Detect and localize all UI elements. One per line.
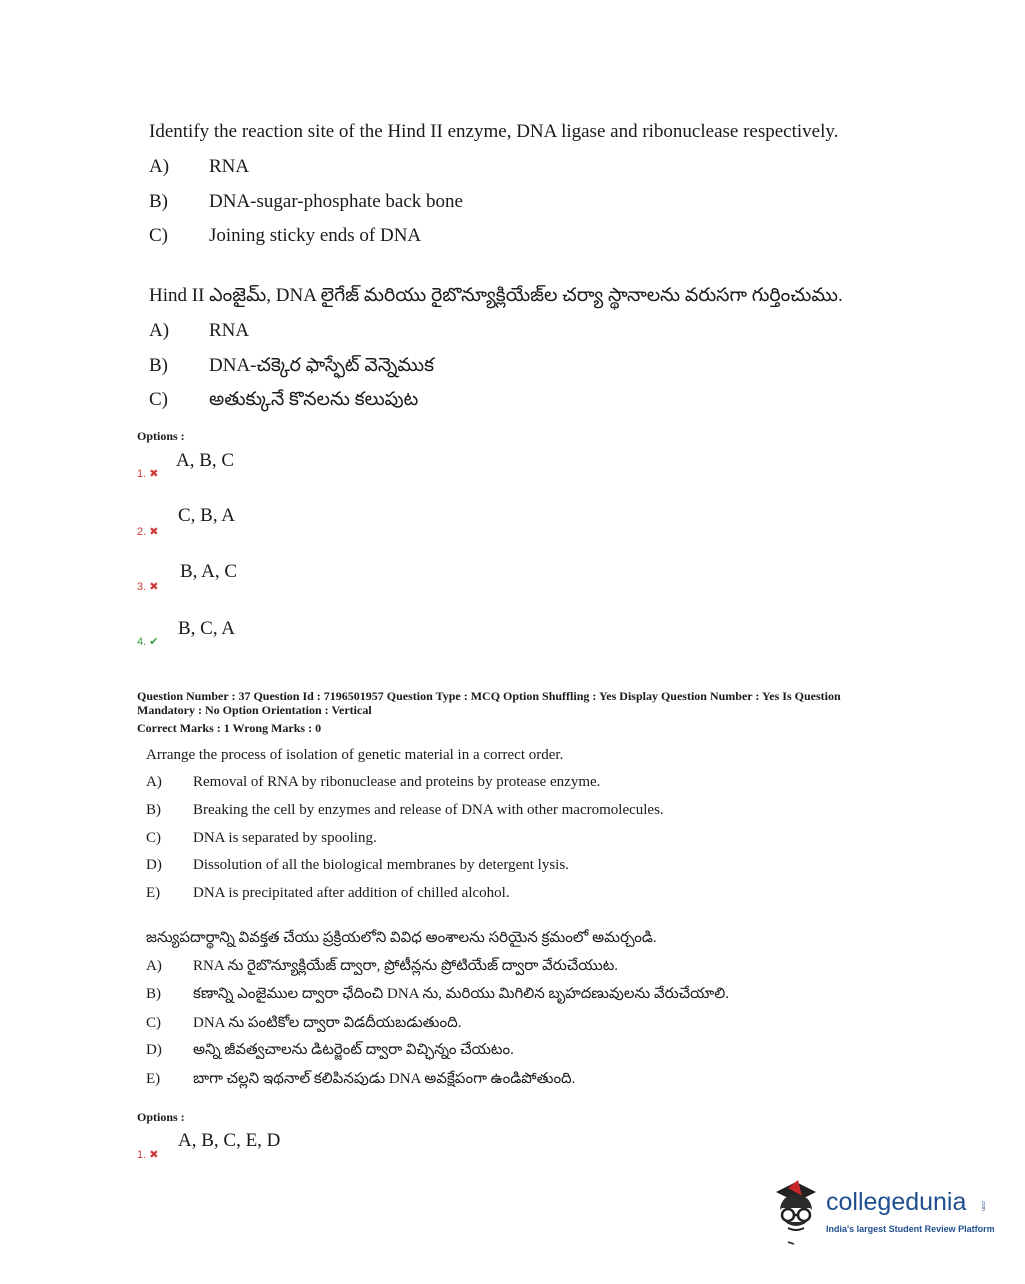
q36-item-text: DNA-చక్కెర ఫాస్ఫేట్ వెన్నెముక	[209, 355, 435, 376]
q37-answer-text: A, B, C, E, D	[178, 1130, 281, 1151]
q36-options-label: Options :	[137, 429, 185, 443]
q37-stem-te: జన్యుపదార్థాన్ని వివక్తత చేయు ప్రక్రియలోని వివిధ అంశాలను సరియైన క్రమంలో అమర్చండి.	[146, 930, 657, 946]
q36-item-text: RNA	[209, 156, 250, 177]
q36-item-letter: B)	[149, 355, 168, 376]
q37-item-letter: E)	[146, 885, 161, 901]
wrong-mark-icon: ✖	[149, 1149, 159, 1161]
q36-answer-number: 1. ✖	[137, 468, 159, 480]
q36-answer-text: C, B, A	[178, 505, 236, 526]
q37-item-text: DNA ను పంటికోల ద్వారా విడదీయబడుతుంది.	[193, 1015, 462, 1031]
q37-item-letter: C)	[146, 1015, 161, 1031]
q36-answer-text: B, A, C	[180, 561, 238, 582]
q36-answer-number: 4. ✔	[137, 636, 159, 648]
q37-item-letter: A)	[146, 958, 162, 974]
q37-item-text: Breaking the cell by enzymes and release of DNA with other macromolecules.	[193, 802, 664, 818]
q37-stem-en: Arrange the process of isolation of genetic material in a correct order.	[146, 747, 564, 763]
q36-item-letter: C)	[149, 225, 168, 246]
student-mascot-icon	[768, 1178, 824, 1248]
q37-item-letter: C)	[146, 830, 161, 846]
q36-answer-number: 2. ✖	[137, 526, 159, 538]
q37-item-text: బాగా చల్లని ఇథనాల్ కలిపినపుడు DNA అవక్షేపంగా ఉండిపోతుంది.	[193, 1071, 576, 1087]
wrong-mark-icon: ✖	[149, 581, 159, 593]
q37-item-text: కణాన్ని ఎంజైముల ద్వారా ఛేదించి DNA ను, మరియు మిగిలిన బృహదణువులను వేరుచేయాలి.	[193, 986, 729, 1002]
check-mark-icon: ✔	[149, 636, 159, 648]
q37-item-letter: B)	[146, 986, 161, 1002]
q37-item-letter: E)	[146, 1071, 161, 1087]
q37-answer-number: 1. ✖	[137, 1149, 159, 1161]
q36-item-text: Joining sticky ends of DNA	[209, 225, 422, 246]
collegedunia-logo	[768, 1178, 998, 1248]
q36-stem-te: Hind II ఎంజైమ్, DNA లైగేజ్ మరియు రైబొన్యూక్లియేజ్‌ల చర్యా స్థానాలను వరుసగా గుర్తించుము.	[149, 285, 843, 306]
q37-item-text: అన్ని జీవత్వచాలను డిటర్జెంట్ ద్వారా విచ్ఛిన్నం చేయటం.	[193, 1042, 514, 1058]
q37-marks: Correct Marks : 1 Wrong Marks : 0	[137, 721, 322, 735]
q36-item-text: DNA-sugar-phosphate back bone	[209, 191, 463, 212]
q37-item-text: DNA is precipitated after addition of chilled alcohol.	[193, 885, 510, 901]
q37-item-letter: A)	[146, 774, 162, 790]
q36-answer-text: A, B, C	[176, 450, 235, 471]
q37-item-letter: D)	[146, 1042, 162, 1058]
q37-item-letter: B)	[146, 802, 161, 818]
q36-item-letter: A)	[149, 320, 170, 341]
logo-tld: .com	[980, 1200, 986, 1211]
q37-meta: Question Number : 37 Question Id : 7196501957 Question Type : MCQ Option Shuffling : Yes Display Question Number : Yes Is Question Mandatory : No Option Orientation : Vertical	[137, 689, 841, 717]
q36-item-letter: A)	[149, 156, 170, 177]
logo-wordmark: collegedunia	[826, 1188, 967, 1216]
q36-stem-en: Identify the reaction site of the Hind II enzyme, DNA ligase and ribonuclease respectively.	[149, 121, 839, 142]
q36-item-letter: C)	[149, 389, 168, 410]
q36-item-text: అతుక్కునే కొనలను కలుపుట	[209, 389, 419, 410]
q37-item-text: Dissolution of all the biological membranes by detergent lysis.	[193, 857, 569, 873]
q36-item-text: RNA	[209, 320, 250, 341]
q37-item-text: DNA is separated by spooling.	[193, 830, 377, 846]
q36-item-letter: B)	[149, 191, 168, 212]
wrong-mark-icon: ✖	[149, 468, 159, 480]
wrong-mark-icon: ✖	[149, 526, 159, 538]
q37-item-text: Removal of RNA by ribonuclease and proteins by protease enzyme.	[193, 774, 601, 790]
q37-item-text: RNA ను రైబొన్యూక్లియేజ్ ద్వారా, ప్రోటీన్లను ప్రోటియేజ్ ద్వారా వేరుచేయుట.	[193, 958, 619, 974]
q36-answer-number: 3. ✖	[137, 581, 159, 593]
q37-item-letter: D)	[146, 857, 162, 873]
q36-answer-text: B, C, A	[178, 618, 236, 639]
logo-tagline: India's largest Student Review Platform	[826, 1224, 995, 1234]
q37-options-label: Options :	[137, 1110, 185, 1124]
